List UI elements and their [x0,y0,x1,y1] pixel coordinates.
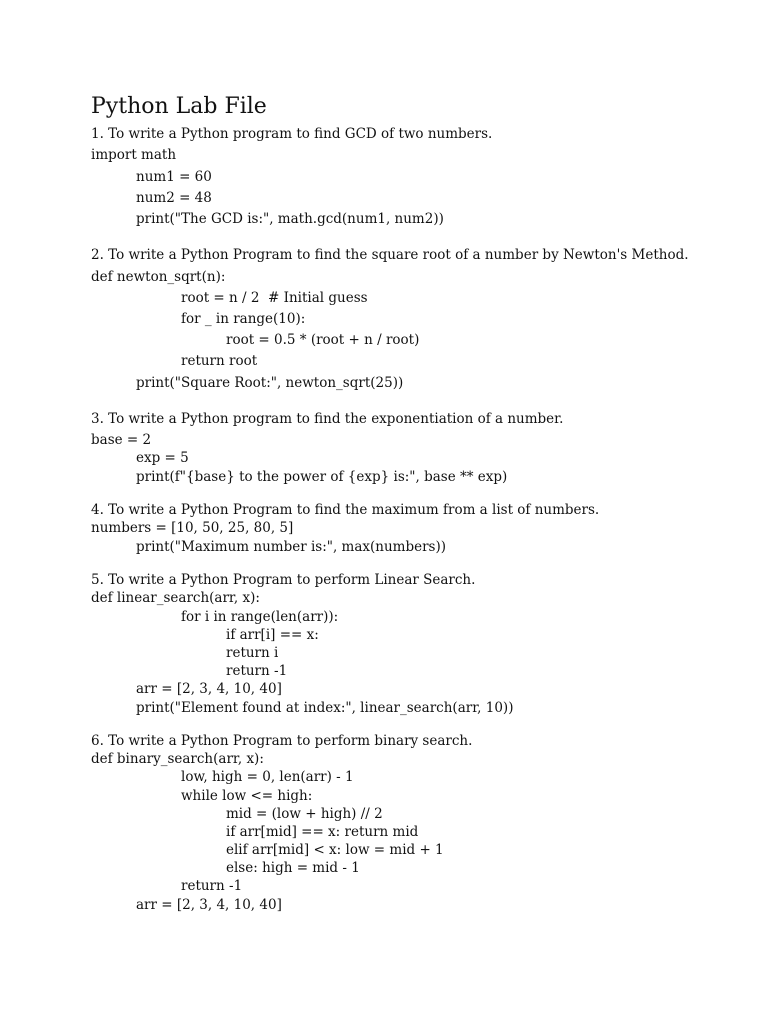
code-line: print("Element found at index:", linear_search(arr, 10)) [136,700,514,716]
code-line: base = 2 [91,432,152,448]
code-line: num2 = 48 [136,190,212,206]
code-line: low, high = 0, len(arr) - 1 [181,769,354,785]
code-line: def binary_search(arr, x): [91,751,264,767]
section-1-heading: 1. To write a Python program to find GCD of two numbers. [91,126,493,142]
code-line: print("The GCD is:", math.gcd(num1, num2)) [136,211,444,227]
code-line: arr = [2, 3, 4, 10, 40] [136,681,282,697]
code-line: numbers = [10, 50, 25, 80, 5] [91,520,294,536]
code-line: return -1 [226,663,288,679]
code-line: exp = 5 [136,450,189,466]
code-line: arr = [2, 3, 4, 10, 40] [136,897,282,913]
code-line: return -1 [181,878,243,894]
section-3-heading: 3. To write a Python program to find the exponentiation of a number. [91,411,564,427]
code-line: while low <= high: [181,788,313,804]
code-line: return i [226,645,279,661]
code-line: mid = (low + high) // 2 [226,806,383,822]
code-line: elif arr[mid] < x: low = mid + 1 [226,842,444,858]
code-line: import math [91,147,177,163]
code-line: return root [181,353,258,369]
code-line: else: high = mid - 1 [226,860,360,876]
code-line: for _ in range(10): [181,311,306,327]
section-2-heading: 2. To write a Python Program to find the square root of a number by Newton's Method. [91,247,689,263]
document-title: Python Lab File [91,94,267,119]
section-6-heading: 6. To write a Python Program to perform binary search. [91,733,473,749]
code-line: num1 = 60 [136,169,212,185]
section-5-heading: 5. To write a Python Program to perform Linear Search. [91,572,476,588]
section-4-heading: 4. To write a Python Program to find the maximum from a list of numbers. [91,502,600,518]
code-line: print("Maximum number is:", max(numbers)) [136,539,447,555]
code-line: print("Square Root:", newton_sqrt(25)) [136,375,404,391]
code-line: if arr[mid] == x: return mid [226,824,419,840]
code-line: print(f"{base} to the power of {exp} is:", base ** exp) [136,469,508,485]
code-line: root = n / 2 # Initial guess [181,290,368,306]
code-line: root = 0.5 * (root + n / root) [226,332,420,348]
code-line: for i in range(len(arr)): [181,609,339,625]
code-line: def linear_search(arr, x): [91,590,260,606]
code-line: if arr[i] == x: [226,627,319,643]
code-line: def newton_sqrt(n): [91,269,226,285]
